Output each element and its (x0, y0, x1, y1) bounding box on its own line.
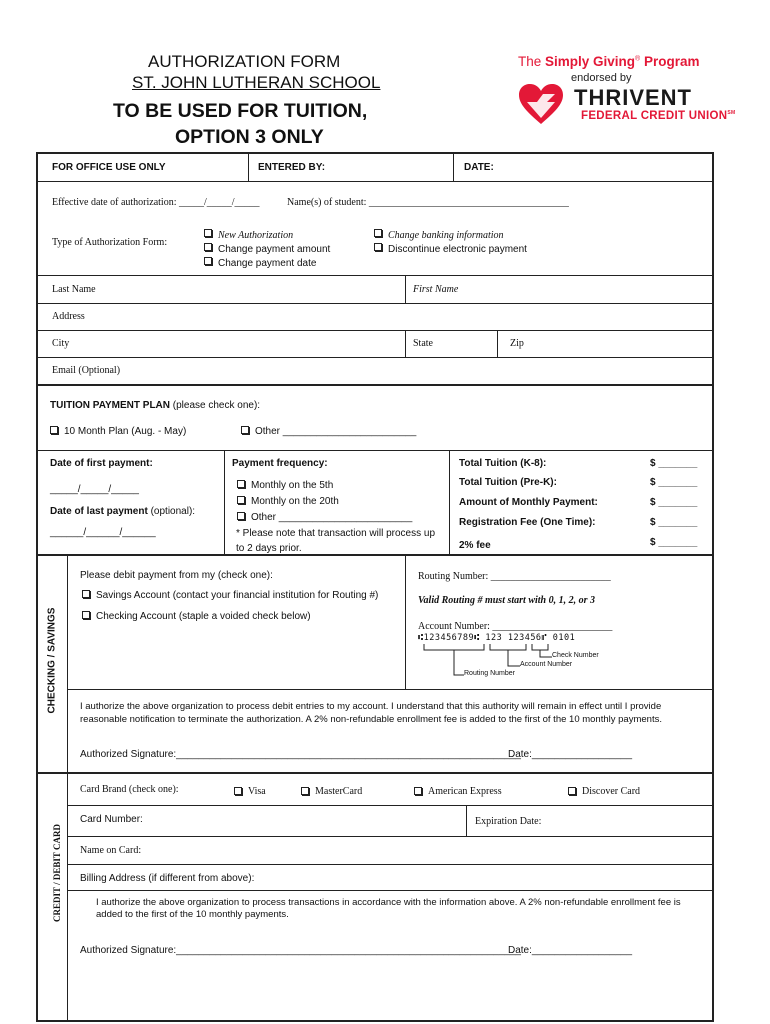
plan-heading: TUITION PAYMENT PLAN (please check one): (50, 400, 261, 411)
expiration-field[interactable]: Expiration Date: (475, 816, 542, 827)
registration-fee-value[interactable]: $ _______ (650, 517, 698, 528)
office-date-label[interactable]: DATE: (464, 162, 494, 173)
checkbox[interactable] (204, 257, 212, 265)
card-date-field[interactable]: Date:__________________ (508, 945, 633, 956)
last-payment-label: Date of last payment (optional): (50, 506, 196, 517)
change-amount-option[interactable]: Change payment amount (204, 239, 330, 257)
billing-address-field[interactable]: Billing Address (if different from above): (80, 873, 255, 884)
school-name: ST. JOHN LUTHERAN SCHOOL (132, 73, 381, 92)
checkbox[interactable] (414, 787, 422, 795)
change-date-option[interactable]: Change payment date (204, 253, 316, 271)
checkbox[interactable] (50, 426, 58, 434)
checkbox[interactable] (237, 496, 245, 504)
card-brand-label: Card Brand (check one): (80, 784, 179, 795)
total-k8-label: Total Tuition (K-8): (459, 458, 547, 469)
city-field[interactable]: City (52, 338, 70, 349)
address-field[interactable]: Address (52, 311, 85, 322)
checking-option[interactable]: Checking Account (staple a voided check below) (82, 611, 311, 622)
account-number-field[interactable]: Account Number: ________________________ (418, 621, 613, 632)
two-percent-value[interactable]: $ _______ (650, 537, 698, 548)
student-names-field[interactable]: Name(s) of student: ________________________________________ (287, 197, 569, 208)
office-use-label: FOR OFFICE USE ONLY (52, 162, 166, 173)
first-name-field[interactable]: First Name (413, 284, 459, 295)
monthly-payment-label: Amount of Monthly Payment: (459, 497, 598, 508)
simply-giving-title: The Simply Giving® Program (518, 54, 700, 69)
auth-type-label: Type of Authorization Form: (52, 237, 168, 248)
state-field[interactable]: State (413, 338, 433, 349)
checkbox[interactable] (82, 590, 90, 598)
endorsed-by: endorsed by (571, 72, 632, 84)
checkbox[interactable] (82, 611, 90, 619)
visa-option[interactable]: Visa (234, 786, 266, 797)
checkbox[interactable] (204, 243, 212, 251)
checkbox[interactable] (374, 243, 382, 251)
freq-other-option[interactable]: Other ________________________ (237, 512, 412, 523)
total-prek-label: Total Tuition (Pre-K): (459, 477, 557, 488)
total-prek-value[interactable]: $ _______ (650, 477, 698, 488)
check-number-label: Check Number (552, 652, 599, 659)
use-line-2: OPTION 3 ONLY (175, 126, 324, 148)
debit-date-field[interactable]: Date:__________________ (508, 749, 633, 760)
freq-5th-option[interactable]: Monthly on the 5th (237, 480, 333, 491)
checkbox[interactable] (568, 787, 576, 795)
checkbox[interactable] (301, 787, 309, 795)
amex-option[interactable]: American Express (414, 786, 502, 797)
checkbox[interactable] (241, 426, 249, 434)
debit-label: Please debit payment from my (check one): (80, 570, 273, 581)
ten-month-option[interactable]: 10 Month Plan (Aug. - May) (50, 426, 186, 437)
card-number-field[interactable]: Card Number: (80, 814, 143, 825)
checking-side-label: CHECKING / SAVINGS (46, 607, 58, 714)
routing-number-field[interactable]: Routing Number: ________________________ (418, 571, 611, 582)
savings-option[interactable]: Savings Account (contact your financial institution for Routing #) (82, 590, 378, 601)
checkbox[interactable] (234, 787, 242, 795)
discover-option[interactable]: Discover Card (568, 786, 640, 797)
two-percent-label: 2% fee (459, 540, 491, 551)
effective-date-field[interactable]: Effective date of authorization: _____/_____/_____ (52, 197, 260, 208)
zip-field[interactable]: Zip (510, 338, 524, 349)
plan-other-option[interactable]: Other ________________________ (241, 426, 416, 437)
frequency-label: Payment frequency: (232, 458, 328, 469)
new-authorization-option[interactable]: New Authorization (204, 225, 293, 243)
card-authorization-text: I authorize the above organization to process transactions in accordance with the information above. A 2% non-refundable enrollment fee is added to the first of the 10 monthly payments. (96, 897, 681, 920)
debit-signature-field[interactable]: Authorized Signature:______________________________________________________________ (80, 749, 521, 760)
use-line-1: TO BE USED FOR TUITION, (113, 100, 368, 122)
mastercard-option[interactable]: MasterCard (301, 786, 362, 797)
card-signature-field[interactable]: Authorized Signature:______________________________________________________________ (80, 945, 521, 956)
first-payment-label: Date of first payment: (50, 458, 153, 469)
micr-line: ⑆123456789⑆ 123 123456⑈ 0101 (418, 633, 576, 643)
change-banking-option[interactable]: Change banking information (374, 225, 504, 243)
monthly-payment-value[interactable]: $ _______ (650, 497, 698, 508)
routing-number-label: Routing Number (464, 670, 515, 677)
checkbox[interactable] (374, 229, 382, 237)
process-note-1: * Please note that transaction will process up (236, 528, 435, 539)
entered-by-label[interactable]: ENTERED BY: (258, 162, 326, 173)
account-number-label: Account Number (520, 661, 573, 668)
discontinue-option[interactable]: Discontinue electronic payment (374, 239, 527, 257)
freq-20th-option[interactable]: Monthly on the 20th (237, 496, 339, 507)
form-title: AUTHORIZATION FORM (148, 52, 341, 71)
last-name-field[interactable]: Last Name (52, 284, 96, 295)
heart-icon (517, 82, 565, 126)
thrivent-brand: THRIVENT (574, 85, 692, 110)
routing-note: Valid Routing # must start with 0, 1, 2, or 3 (418, 595, 595, 606)
checkbox[interactable] (204, 229, 212, 237)
checkbox[interactable] (237, 512, 245, 520)
process-note-2: to 2 days prior. (236, 543, 302, 554)
checkbox[interactable] (237, 480, 245, 488)
name-on-card-field[interactable]: Name on Card: (80, 845, 142, 856)
card-side-label: CREDIT / DEBIT CARD (52, 824, 62, 922)
form-frame (36, 152, 714, 1022)
last-payment-field[interactable]: ______/______/______ (50, 527, 156, 538)
debit-authorization-text: I authorize the above organization to process debit entries to my account. I understand that this authority will remain in effect until I provide reasonable notification to terminate the authorization. A 2% non-refundable enrollment fee is added to the first of the 10 monthly payments. (80, 701, 662, 725)
first-payment-field[interactable]: _____/_____/_____ (50, 484, 139, 495)
email-field[interactable]: Email (Optional) (52, 365, 121, 376)
total-k8-value[interactable]: $ _______ (650, 458, 698, 469)
credit-union-text: FEDERAL CREDIT UNION℠ (581, 110, 736, 122)
registration-fee-label: Registration Fee (One Time): (459, 517, 596, 528)
